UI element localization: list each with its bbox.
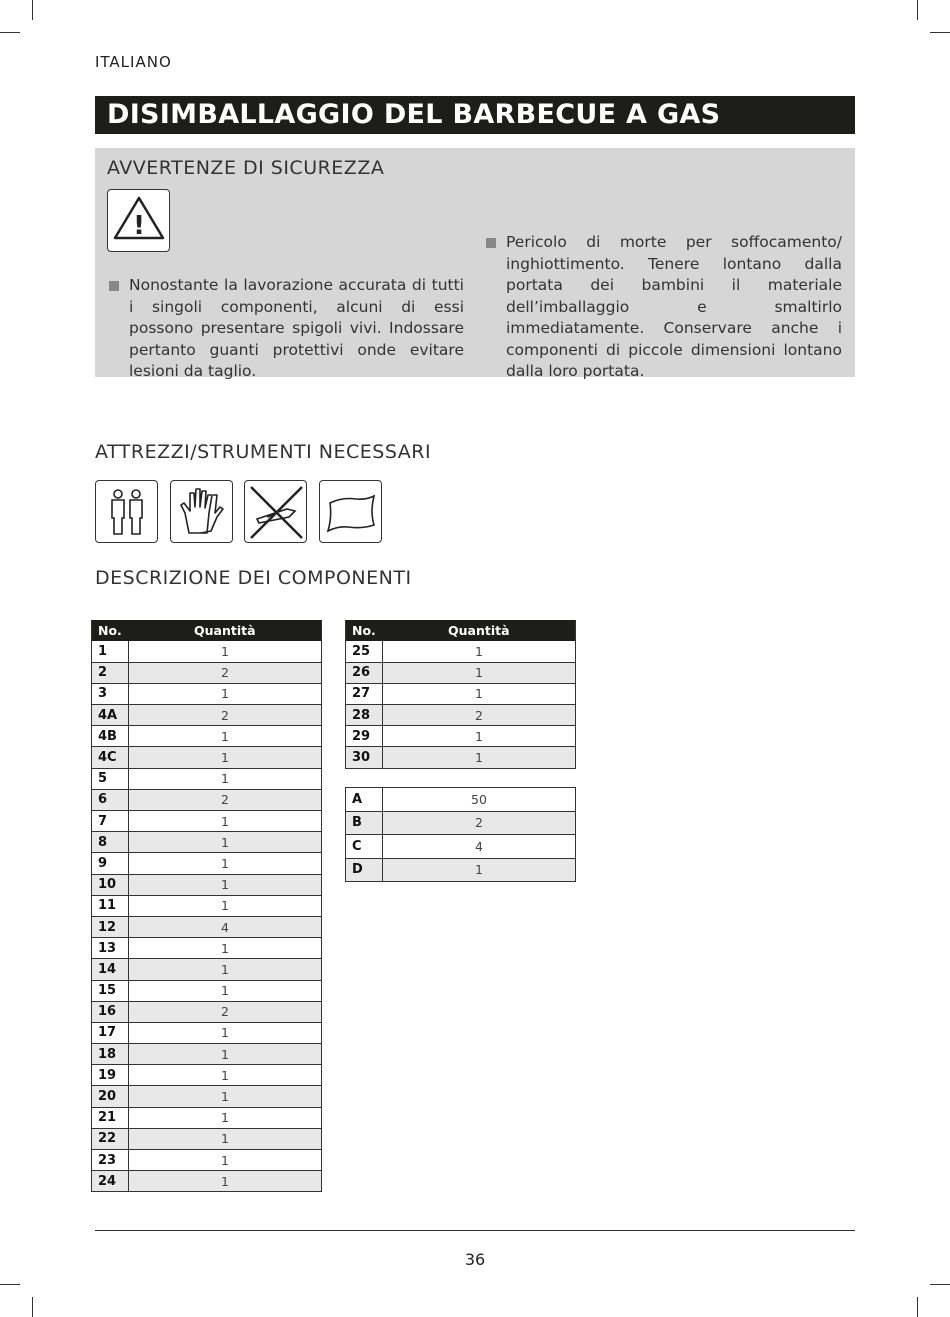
- table-row: [346, 726, 576, 747]
- part-quantity: 2: [129, 1001, 322, 1022]
- table-row: [346, 662, 576, 683]
- components-table-1: [91, 620, 322, 1192]
- part-quantity: 1: [129, 1128, 322, 1149]
- part-number: 8: [92, 832, 129, 853]
- table-row: [92, 916, 322, 937]
- table-header-row: [346, 620, 576, 641]
- table-row: [92, 1128, 322, 1149]
- cloth-icon: [319, 480, 382, 543]
- no-knife-icon: [244, 480, 307, 543]
- table-row: [346, 811, 576, 835]
- crop-mark: [0, 1284, 20, 1285]
- part-quantity: 1: [129, 938, 322, 959]
- column-header-quantity: Quantità: [383, 620, 576, 641]
- part-quantity: 50: [383, 788, 576, 812]
- table-row: [92, 1107, 322, 1128]
- table-row: [92, 1171, 322, 1192]
- table-row: [92, 705, 322, 726]
- part-quantity: 1: [129, 1150, 322, 1171]
- part-number: 13: [92, 938, 129, 959]
- part-number: 7: [92, 811, 129, 832]
- table-row: [346, 641, 576, 662]
- table-row: [346, 858, 576, 882]
- part-number: 19: [92, 1065, 129, 1086]
- part-quantity: 1: [129, 1171, 322, 1192]
- two-persons-icon: [95, 480, 158, 543]
- part-quantity: 1: [383, 683, 576, 704]
- part-quantity: 1: [129, 980, 322, 1001]
- part-quantity: 2: [129, 662, 322, 683]
- crop-mark: [0, 32, 20, 33]
- tools-heading: ATTREZZI/STRUMENTI NECESSARI: [95, 441, 432, 463]
- part-number: 27: [346, 683, 383, 704]
- table-row: [92, 1001, 322, 1022]
- crop-mark: [917, 1297, 918, 1317]
- part-number: 1: [92, 641, 129, 662]
- crop-mark: [917, 0, 918, 20]
- part-quantity: 1: [129, 641, 322, 662]
- warning-triangle-icon: [107, 189, 170, 252]
- components-heading: DESCRIZIONE DEI COMPONENTI: [95, 567, 412, 589]
- part-quantity: 2: [383, 705, 576, 726]
- bullet-marker: [486, 238, 496, 248]
- table-header-row: [92, 620, 322, 641]
- table-row: [346, 788, 576, 812]
- part-number: B: [346, 811, 383, 835]
- part-number: 15: [92, 980, 129, 1001]
- table-row: [92, 1022, 322, 1043]
- part-quantity: 1: [129, 683, 322, 704]
- part-quantity: 2: [129, 705, 322, 726]
- part-number: 9: [92, 853, 129, 874]
- part-number: 4A: [92, 705, 129, 726]
- part-number: 5: [92, 768, 129, 789]
- part-quantity: 1: [383, 747, 576, 768]
- crop-mark: [930, 1284, 950, 1285]
- table-row: [92, 1086, 322, 1107]
- part-number: 24: [92, 1171, 129, 1192]
- table-row: [92, 853, 322, 874]
- table-row: [92, 980, 322, 1001]
- part-number: 22: [92, 1128, 129, 1149]
- hardware-table: [345, 787, 576, 882]
- warning-text-cuts: Nonostante la lavorazione accurata di tutti i singoli componenti, alcuni di essi possono presentare spigoli vivi. Indossare pertanto guanti protettivi onde evitare lesioni da taglio.: [129, 276, 464, 380]
- safety-heading: AVVERTENZE DI SICUREZZA: [107, 157, 385, 179]
- part-number: 26: [346, 662, 383, 683]
- part-quantity: 1: [129, 1086, 322, 1107]
- warning-text-suffocation: Pericolo di morte per soffocamento/ inghiottimento. Tenere lontano dalla portata dei bambini il materiale dell’imballaggio e smaltirlo immediatamente. Conservare anche i componenti di piccole dimensioni lontano dalla loro portata.: [506, 233, 842, 380]
- part-number: 30: [346, 747, 383, 768]
- table-row: [92, 662, 322, 683]
- part-number: 6: [92, 789, 129, 810]
- table-row: [92, 832, 322, 853]
- part-number: 4B: [92, 726, 129, 747]
- table-row: [92, 683, 322, 704]
- column-header-quantity: Quantità: [129, 620, 322, 641]
- part-number: 25: [346, 641, 383, 662]
- crop-mark: [930, 32, 950, 33]
- crop-mark: [32, 1297, 33, 1317]
- table-row: [92, 789, 322, 810]
- part-number: 14: [92, 959, 129, 980]
- bullet-marker: [109, 281, 119, 291]
- part-number: 20: [92, 1086, 129, 1107]
- language-label: ITALIANO: [95, 53, 172, 71]
- part-quantity: 2: [129, 789, 322, 810]
- table-row: [92, 895, 322, 916]
- part-quantity: 2: [383, 811, 576, 835]
- part-number: 23: [92, 1150, 129, 1171]
- part-quantity: 1: [129, 959, 322, 980]
- gloves-icon: [170, 480, 233, 543]
- part-quantity: 1: [129, 1044, 322, 1065]
- part-number: 2: [92, 662, 129, 683]
- table-row: [92, 747, 322, 768]
- part-quantity: 1: [383, 662, 576, 683]
- part-number: 10: [92, 874, 129, 895]
- components-table-2: [345, 620, 576, 769]
- part-number: 3: [92, 683, 129, 704]
- table-row: [346, 705, 576, 726]
- table-row: [92, 641, 322, 662]
- part-number: 29: [346, 726, 383, 747]
- part-quantity: 1: [383, 641, 576, 662]
- part-number: D: [346, 858, 383, 882]
- table-row: [92, 938, 322, 959]
- part-quantity: 1: [129, 1022, 322, 1043]
- part-quantity: 1: [129, 832, 322, 853]
- part-number: 28: [346, 705, 383, 726]
- part-number: 18: [92, 1044, 129, 1065]
- part-number: 16: [92, 1001, 129, 1022]
- part-number: 21: [92, 1107, 129, 1128]
- column-header-no: No.: [346, 620, 383, 641]
- part-number: 11: [92, 895, 129, 916]
- crop-mark: [32, 0, 33, 20]
- part-quantity: 1: [129, 895, 322, 916]
- page-title: DISIMBALLAGGIO DEL BARBECUE A GAS: [95, 96, 855, 134]
- table-row: [346, 683, 576, 704]
- svg-text:!: !: [133, 211, 145, 241]
- part-number: A: [346, 788, 383, 812]
- part-quantity: 4: [383, 835, 576, 859]
- table-row: [92, 959, 322, 980]
- part-quantity: 1: [129, 1107, 322, 1128]
- part-quantity: 1: [129, 726, 322, 747]
- table-row: [92, 768, 322, 789]
- part-quantity: 1: [383, 858, 576, 882]
- part-quantity: 1: [129, 811, 322, 832]
- part-quantity: 1: [129, 874, 322, 895]
- table-row: [92, 1150, 322, 1171]
- part-quantity: 1: [129, 768, 322, 789]
- table-row: [92, 874, 322, 895]
- table-row: [92, 1044, 322, 1065]
- table-row: [92, 726, 322, 747]
- part-quantity: 1: [129, 1065, 322, 1086]
- part-quantity: 1: [383, 726, 576, 747]
- safety-warnings-box: [95, 148, 855, 380]
- part-number: 4C: [92, 747, 129, 768]
- part-number: 12: [92, 916, 129, 937]
- part-quantity: 1: [129, 747, 322, 768]
- table-row: [92, 811, 322, 832]
- table-row: [92, 1065, 322, 1086]
- part-quantity: 1: [129, 853, 322, 874]
- footer-divider: [95, 1230, 855, 1231]
- part-number: C: [346, 835, 383, 859]
- table-row: [346, 835, 576, 859]
- column-header-no: No.: [92, 620, 129, 641]
- page-number: 36: [464, 1250, 486, 1269]
- part-quantity: 4: [129, 916, 322, 937]
- table-row: [346, 747, 576, 768]
- part-number: 17: [92, 1022, 129, 1043]
